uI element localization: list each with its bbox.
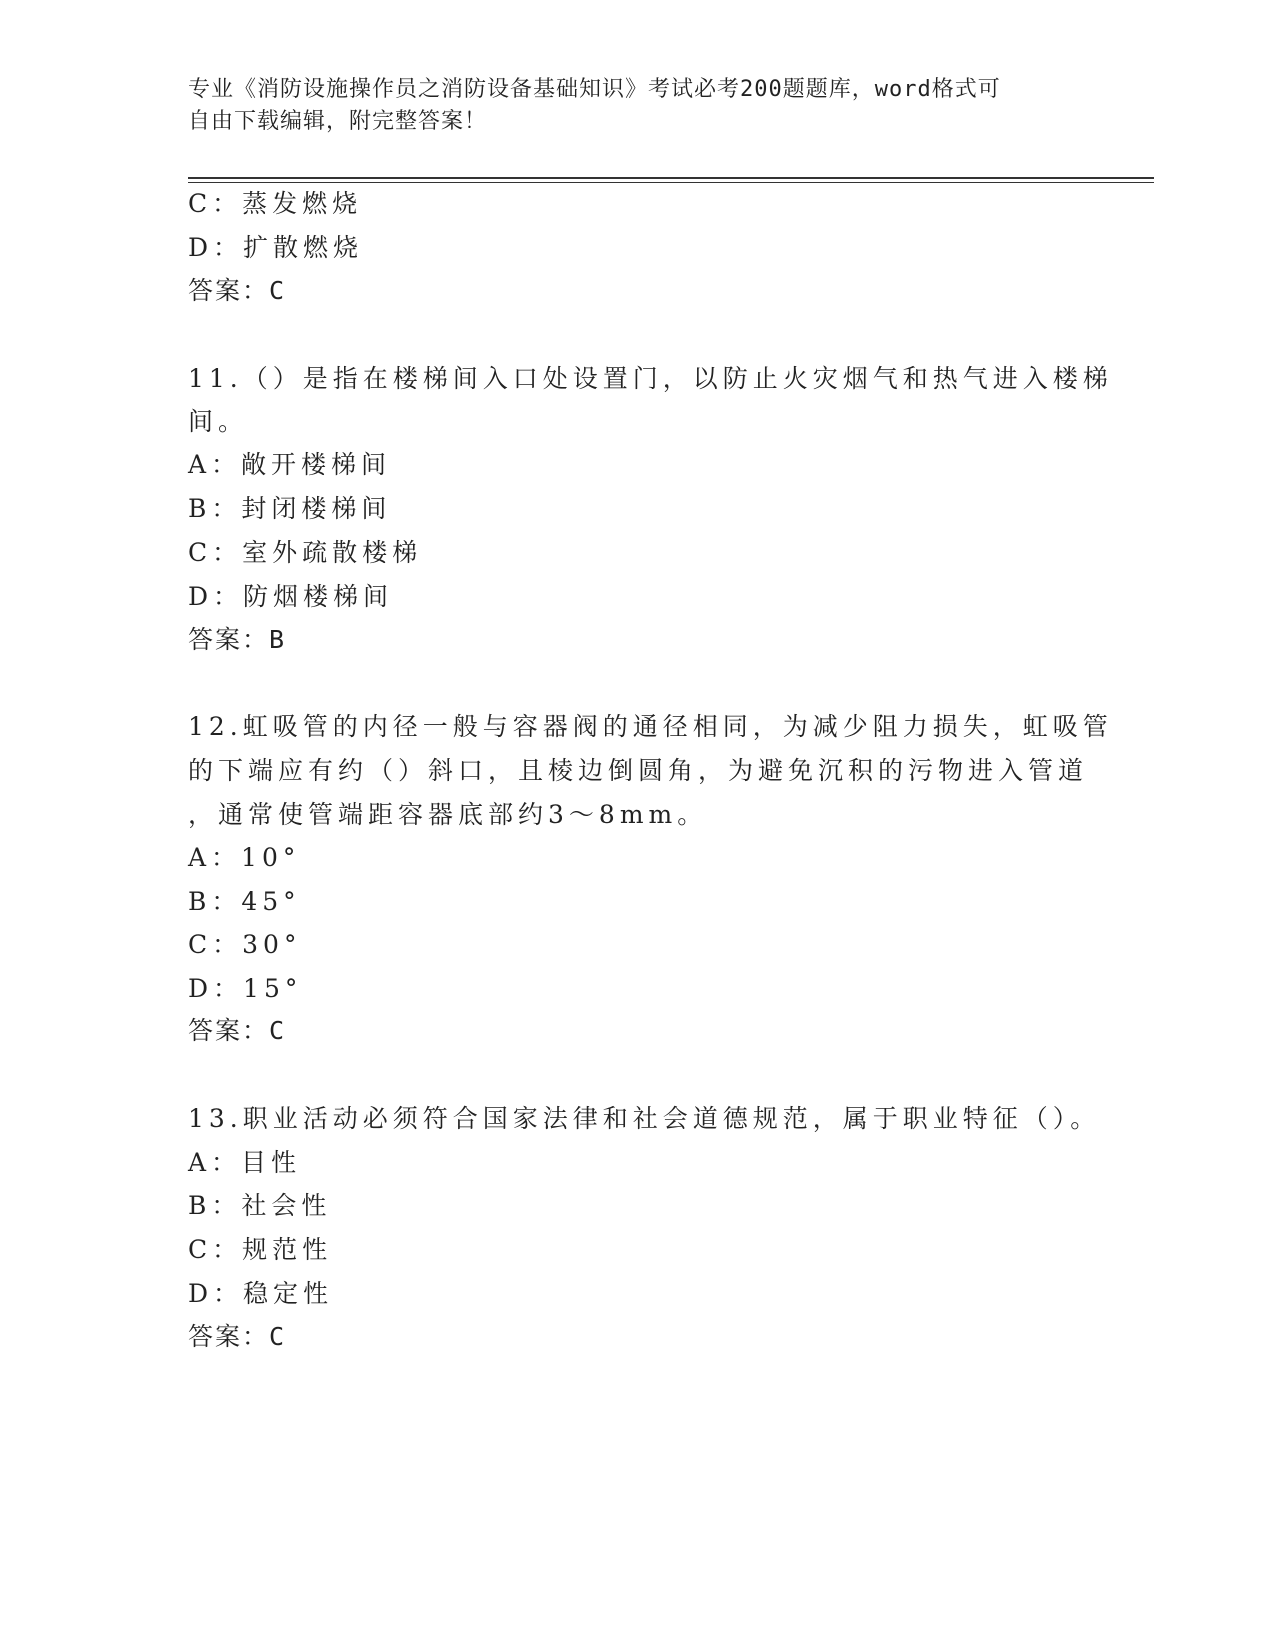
q12-option-b: B：45° [188, 887, 301, 916]
q11-stem-line-1: 11.（）是指在楼梯间入口处设置门，以防止火灾烟气和热气进入楼梯 [188, 364, 1113, 393]
q11-option-b: B：封闭楼梯间 [188, 494, 392, 523]
q11-stem-line-2: 间。 [188, 407, 249, 436]
q12-answer [188, 1014, 284, 1048]
answer-label: 答案： [188, 1322, 270, 1351]
q13-option-a: A：目性 [188, 1148, 302, 1177]
q12-option-d: D：15° [188, 974, 303, 1003]
q13-stem-line-1: 13.职业活动必须符合国家法律和社会道德规范，属于职业特征（）。 [188, 1104, 1101, 1133]
answer-value: C [269, 1322, 285, 1351]
answer-label: 答案： [188, 276, 270, 305]
answer-value: B [269, 625, 285, 654]
q11-option-d: D：防烟楼梯间 [188, 582, 394, 611]
q13-option-b: B：社会性 [188, 1191, 332, 1220]
q12-option-a: A：10° [188, 843, 301, 872]
q10-option-c: C：蒸发燃烧 [188, 189, 363, 218]
q11-option-c: C：室外疏散楼梯 [188, 538, 423, 567]
q12-stem-line-2: 的下端应有约（）斜口，且棱边倒圆角，为避免沉积的污物进入管道 [188, 756, 1089, 785]
q10-answer [188, 274, 284, 308]
q10-option-d: D：扩散燃烧 [188, 233, 364, 262]
q11-answer [188, 623, 284, 657]
answer-label: 答案： [188, 625, 270, 654]
header-divider-thin [188, 182, 1154, 183]
answer-value: C [269, 276, 285, 305]
header-line-2: 自由下载编辑，附完整答案！ [188, 109, 488, 134]
answer-value: C [269, 1016, 285, 1045]
q11-option-a: A：敞开楼梯间 [188, 450, 392, 479]
document-header [188, 74, 1068, 138]
header-line-1: 专业《消防设施操作员之消防设备基础知识》考试必考200题题库，word格式可 [188, 77, 1001, 102]
answer-label: 答案： [188, 1016, 270, 1045]
q12-stem-line-3: ，通常使管端距容器底部约3～8mm。 [188, 800, 708, 829]
q12-stem-line-1: 12.虹吸管的内径一般与容器阀的通径相同，为减少阻力损失，虹吸管 [188, 712, 1113, 741]
q13-option-c: C：规范性 [188, 1235, 333, 1264]
header-divider-thick [188, 177, 1154, 179]
q12-option-c: C：30° [188, 930, 302, 959]
q13-answer [188, 1320, 284, 1354]
q13-option-d: D：稳定性 [188, 1279, 334, 1308]
